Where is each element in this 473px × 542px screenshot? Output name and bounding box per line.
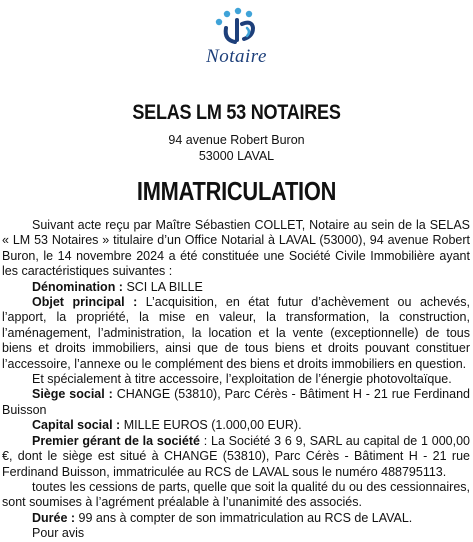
capital-line [2, 418, 470, 433]
cessions-paragraph: toutes les cessions de parts, quelle que soit la qualité du ou des cessionnaires, sont soumises à l’agrément préalable à l’unanimité des associés. [2, 479, 470, 510]
objet-label: Objet principal : [32, 295, 138, 310]
duree-value: 99 ans à compter de son immatriculation au RCS de LAVAL. [75, 510, 413, 525]
siege-paragraph [2, 387, 470, 418]
denomination-label: Dénomination : [32, 279, 123, 294]
gerant-label: Premier gérant de la société [32, 433, 200, 448]
objet-value: L’acquisition, en état futur d’achèvement ou achevés, l’apport, la propriété, la mise en valeur, la transformation, la construction, l’aménagement, l’administration, la location et la vente (exceptionnelle) de tous biens et droits immobiliers, ainsi que de tous biens et droits pouvant constituer l’accessoire, l’annexe ou le complément des biens et droits immobiliers en question. [2, 295, 470, 371]
notice-body [2, 218, 470, 542]
firm-address-city: 53000 LAVAL [198, 149, 275, 163]
objet-paragraph [2, 295, 470, 372]
closing-line: Pour avis [32, 526, 85, 541]
siege-value: CHANGE (53810), Parc Cérès - Bâtiment H - 21 rue Ferdinand Buisson [2, 387, 470, 417]
denomination-value: SCI LA BILLE [122, 279, 203, 294]
firm-address-street: 94 avenue Robert Buron [168, 133, 305, 147]
firm-name: SELAS LM 53 NOTAIRES [132, 101, 341, 124]
duree-label: Durée : [32, 510, 76, 525]
denomination-line [2, 280, 470, 295]
accessoire-paragraph: Et spécialement à titre accessoire, l’exploitation de l’énergie photovoltaïque. [32, 372, 452, 387]
logo-wordmark: Notaire [206, 46, 267, 67]
intro-paragraph: Suivant acte reçu par Maître Sébastien COLLET, Notaire au sein de la SELAS « LM 53 Notaires » titulaire d’un Office Notarial à LAVAL (53000), 94 avenue Robert Buron, le 14 novembre 2024 a été constituée une Société Civile Immobilière ayant les caractéristiques suivantes : [2, 218, 470, 279]
notice-title: IMMATRICULATION [136, 176, 337, 206]
notaire-logo [0, 6, 473, 68]
gerant-value: : La Société 3 6 9, SARL au capital de 1 000,00 €, dont le siège est situé à CHANGE (53810), Parc Cérès - Bâtiment H - 21 rue Ferdinand Buisson, immatriculée au RCS de LAVAL sous le numéro 488795113. [2, 433, 471, 479]
capital-value: MILLE EUROS (1.000,00 EUR). [120, 418, 302, 433]
notaire-emblem-icon [207, 6, 267, 46]
capital-label: Capital social : [32, 418, 121, 433]
duree-line [2, 511, 470, 526]
gerant-paragraph [2, 434, 470, 480]
siege-label: Siège social : [32, 387, 113, 402]
